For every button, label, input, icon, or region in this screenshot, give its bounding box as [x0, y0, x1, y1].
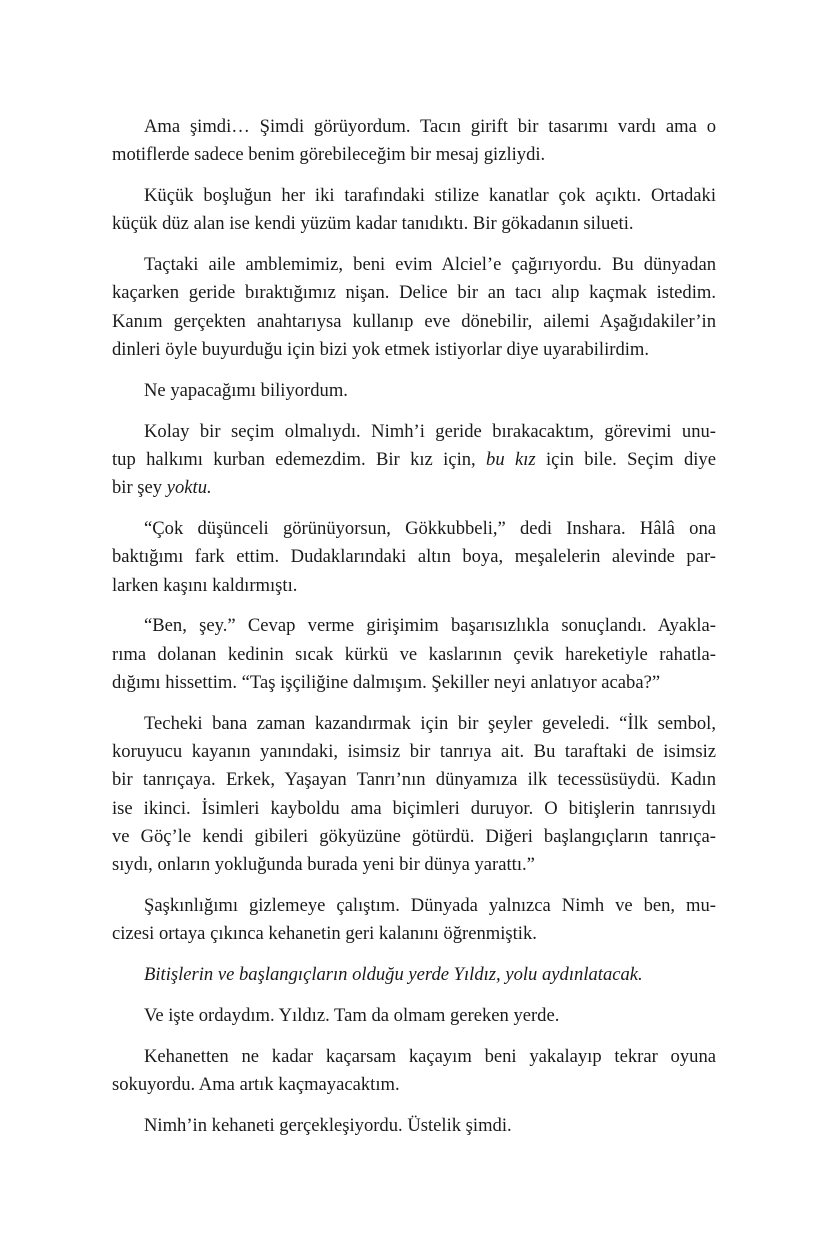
text-segment: larken kaşını kaldırmıştı.	[112, 574, 298, 596]
text-segment: koruyucu kayanın yanındaki, isimsiz bir tanrıya ait. Bu taraftaki de isimsiz	[112, 741, 716, 763]
paragraph	[112, 612, 716, 697]
text-line	[112, 279, 716, 307]
text-segment: ise ikinci. İsimleri kayboldu ama biçimleri duruyor. O bitişlerin tanrısıydı	[112, 797, 716, 819]
text-segment: için bile. Seçim diye	[535, 448, 716, 470]
text-line	[112, 795, 716, 823]
text-segment: kaçarken geride bıraktığımız nişan. Delice bir an tacı alıp kaçmak istedim.	[112, 282, 716, 304]
text-line	[112, 920, 716, 948]
italic-text: bu kız	[486, 448, 536, 470]
paragraph	[112, 1002, 716, 1030]
text-segment: küçük düz alan ise kendi yüzüm kadar tanıdıktı. Bir gökadanın silueti.	[112, 213, 634, 235]
text-line	[112, 669, 716, 697]
text-line	[112, 612, 716, 640]
text-segment: rıma dolanan kedinin sıcak kürkü ve kaslarının çevik hareketiyle rahatla-	[112, 643, 716, 665]
paragraph	[112, 113, 716, 170]
text-segment: Techeki bana zaman kazandırmak için bir şeyler geveledi. “İlk sembol,	[144, 712, 716, 734]
text-line	[112, 515, 716, 543]
text-segment: dinleri öyle buyurduğu için bizi yok etmek istiyorlar diye uyarabilirdim.	[112, 339, 650, 361]
paragraph	[112, 892, 716, 949]
text-segment: Şaşkınlığımı gizlemeye çalıştım. Dünyada yalnızca Nimh ve ben, mu-	[144, 895, 716, 917]
text-segment: “Ben, şey.” Cevap verme girişimim başarısızlıkla sonuçlandı. Ayakla-	[144, 615, 716, 637]
text-line	[112, 892, 716, 920]
paragraph	[112, 710, 716, 880]
text-line	[112, 308, 716, 336]
text-segment: Nimh’in kehaneti gerçekleşiyordu. Üstelik şimdi.	[144, 1114, 512, 1136]
text-line	[112, 572, 716, 600]
text-line	[112, 1071, 716, 1099]
text-line	[112, 710, 716, 738]
text-segment: Küçük boşluğun her iki tarafındaki stilize kanatlar çok açıktı. Ortadaki	[144, 185, 716, 207]
text-segment: baktığımı fark ettim. Dudaklarındaki altın boya, meşalelerin alevinde par-	[112, 546, 716, 568]
text-segment: sokuyordu. Ama artık kaçmayacaktım.	[112, 1074, 400, 1096]
text-segment: bir tanrıçaya. Erkek, Yaşayan Tanrı’nın dünyamıza ilk tecessüsüydü. Kadın	[112, 769, 716, 791]
paragraph	[112, 1043, 716, 1100]
text-line	[112, 641, 716, 669]
paragraph	[112, 515, 716, 600]
paragraph	[112, 182, 716, 239]
text-segment: “Çok düşünceli görünüyorsun, Gökkubbeli,” dedi Inshara. Hâlâ ona	[144, 518, 716, 540]
paragraph	[112, 418, 716, 503]
text-segment: sıydı, onların yokluğunda burada yeni bir dünya yarattı.”	[112, 854, 535, 876]
text-segment: bir şey	[112, 477, 167, 499]
text-segment: Ama şimdi… Şimdi görüyordum. Tacın girift bir tasarımı vardı ama o	[144, 116, 716, 137]
text-segment: Ve işte ordaydım. Yıldız. Tam da olmam gereken yerde.	[144, 1005, 560, 1027]
text-segment: Kolay bir seçim olmalıydı. Nimh’i geride bırakacaktım, görevimi unu-	[144, 420, 716, 442]
text-segment: Kehanetten ne kadar kaçarsam kaçayım beni yakalayıp tekrar oyuna	[144, 1045, 716, 1067]
text-line	[112, 543, 716, 571]
text-segment: Taçtaki aile amblemimiz, beni evim Alciel’e çağırıyordu. Bu dünyadan	[144, 254, 716, 276]
text-line	[112, 141, 716, 169]
text-segment: dığımı hissettim. “Taş işçiliğine dalmışım. Şekiller neyi anlatıyor acaba?”	[112, 672, 661, 694]
italic-text: yoktu.	[166, 477, 212, 499]
text-line	[112, 182, 716, 210]
text-line	[112, 1043, 716, 1071]
text-line	[112, 336, 716, 364]
text-line	[112, 738, 716, 766]
text-line	[112, 251, 716, 279]
text-line	[112, 1112, 716, 1140]
text-line	[112, 210, 716, 238]
text-line	[112, 418, 716, 446]
text-segment: Kanım gerçekten anahtarıysa kullanıp eve dönebilir, ailemi Aşağıdakiler’in	[112, 310, 716, 332]
text-line	[112, 474, 716, 502]
paragraph	[112, 377, 716, 405]
italic-text: Bitişlerin ve başlangıçların olduğu yerde Yıldız, yolu aydınlatacak.	[144, 964, 643, 986]
text-line	[112, 1002, 716, 1030]
text-segment: tup halkımı kurban edemezdim. Bir kız için,	[112, 448, 487, 470]
text-segment: cizesi ortaya çıkınca kehanetin geri kalanını öğrenmiştik.	[112, 923, 537, 945]
text-line	[112, 766, 716, 794]
text-line	[112, 113, 716, 141]
paragraph	[112, 1112, 716, 1140]
text-segment: motiflerde sadece benim görebileceğim bir mesaj gizliydi.	[112, 144, 546, 166]
paragraph	[112, 251, 716, 364]
text-segment: ve Göç’le kendi gibileri gökyüzüne götürdü. Diğeri başlangıçların tanrıça-	[112, 826, 716, 848]
text-segment: Ne yapacağımı biliyordum.	[144, 379, 348, 401]
text-line	[112, 823, 716, 851]
text-line	[112, 851, 716, 879]
text-line	[112, 961, 716, 989]
book-page-body	[112, 113, 716, 1153]
text-line	[112, 377, 716, 405]
paragraph	[112, 961, 716, 989]
text-line	[112, 446, 716, 474]
